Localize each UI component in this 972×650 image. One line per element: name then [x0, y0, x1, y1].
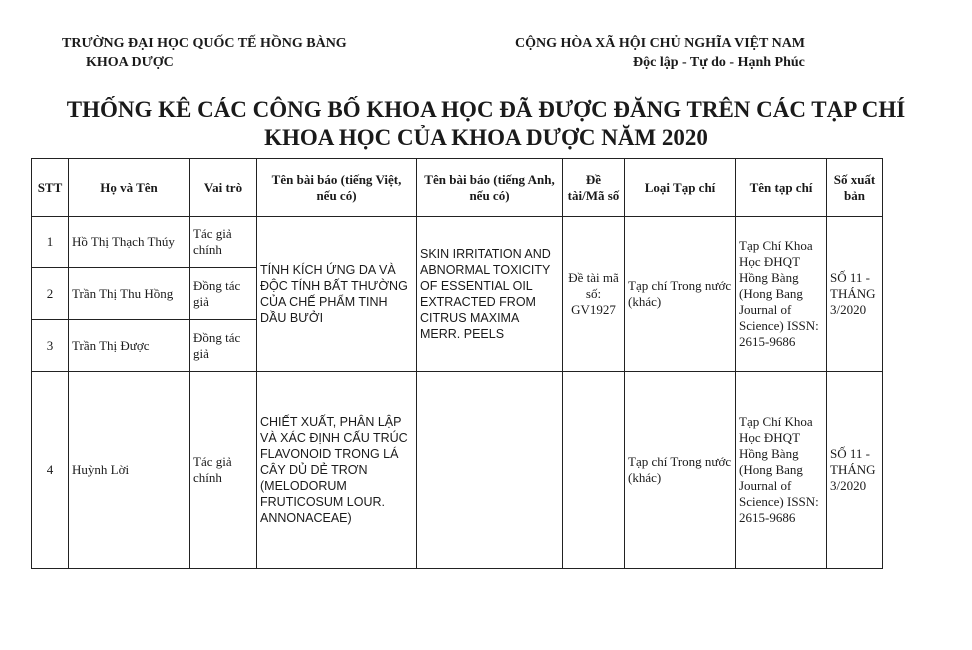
author-role: Đồng tác giả [190, 268, 257, 320]
article-title-en: SKIN IRRITATION AND ABNORMAL TOXICITY OF ESSENTIAL OIL EXTRACTED FROM CITRUS MAXIMA MERR. PEELS [417, 217, 563, 372]
table-row [32, 372, 883, 569]
column-header: Tên bài báo (tiếng Việt, nếu có) [257, 159, 417, 217]
author-name: Trần Thị Được [69, 320, 190, 372]
author-role: Tác giả chính [190, 372, 257, 569]
national-motto: Độc lập - Tự do - Hạnh Phúc [633, 55, 805, 70]
publications-table [31, 158, 883, 569]
table-header-row [32, 159, 883, 217]
journal-type: Tạp chí Trong nước (khác) [625, 372, 736, 569]
column-header: Tên tạp chí [736, 159, 827, 217]
article-title-vi: TÍNH KÍCH ỨNG DA VÀ ĐỘC TÍNH BẤT THƯỜNG CỦA CHẾ PHẨM TINH DẦU BƯỞI [257, 217, 417, 372]
issue-number: SỐ 11 - THÁNG 3/2020 [827, 217, 883, 372]
journal-name: Tạp Chí Khoa Học ĐHQT Hồng Bàng (Hong Bang Journal of Science) ISSN: 2615-9686 [736, 372, 827, 569]
project-code [563, 372, 625, 569]
author-name: Trần Thị Thu Hồng [69, 268, 190, 320]
column-header: Đề tài/Mã số [563, 159, 625, 217]
table-row [32, 217, 883, 268]
document-title [0, 96, 972, 152]
journal-type: Tạp chí Trong nước (khác) [625, 217, 736, 372]
author-role: Đồng tác giả [190, 320, 257, 372]
row-number: 2 [32, 268, 69, 320]
row-number: 3 [32, 320, 69, 372]
row-number: 1 [32, 217, 69, 268]
author-name: Hồ Thị Thạch Thúy [69, 217, 190, 268]
column-header: Vai trò [190, 159, 257, 217]
issue-number: SỐ 11 - THÁNG 3/2020 [827, 372, 883, 569]
row-number: 4 [32, 372, 69, 569]
column-header: Số xuất bản [827, 159, 883, 217]
journal-name: Tạp Chí Khoa Học ĐHQT Hồng Bàng (Hong Bang Journal of Science) ISSN: 2615-9686 [736, 217, 827, 372]
author-role: Tác giả chính [190, 217, 257, 268]
title-line-2: KHOA HỌC CỦA KHOA DƯỢC NĂM 2020 [264, 125, 708, 150]
school-name: TRƯỜNG ĐẠI HỌC QUỐC TẾ HỒNG BÀNG [62, 36, 347, 51]
project-code: Đề tài mã số: GV1927 [563, 217, 625, 372]
title-line-1: THỐNG KÊ CÁC CÔNG BỐ KHOA HỌC ĐÃ ĐƯỢC ĐĂNG TRÊN CÁC TẠP CHÍ [66, 97, 906, 122]
column-header: Họ và Tên [69, 159, 190, 217]
faculty-name: KHOA DƯỢC [86, 55, 174, 70]
column-header: Loại Tạp chí [625, 159, 736, 217]
column-header: Tên bài báo (tiếng Anh, nếu có) [417, 159, 563, 217]
school-header [62, 34, 347, 72]
article-title-en [417, 372, 563, 569]
article-title-vi: CHIẾT XUẤT, PHÂN LẬP VÀ XÁC ĐỊNH CẤU TRÚC FLAVONOID TRONG LÁ CÂY DỦ DẺ TRƠN (MELODORUM FRUTICOSUM LOUR. ANNONACEAE) [257, 372, 417, 569]
author-name: Huỳnh Lời [69, 372, 190, 569]
national-name: CỘNG HÒA XÃ HỘI CHỦ NGHĨA VIỆT NAM [515, 36, 806, 51]
column-header: STT [32, 159, 69, 217]
national-header [515, 34, 805, 72]
